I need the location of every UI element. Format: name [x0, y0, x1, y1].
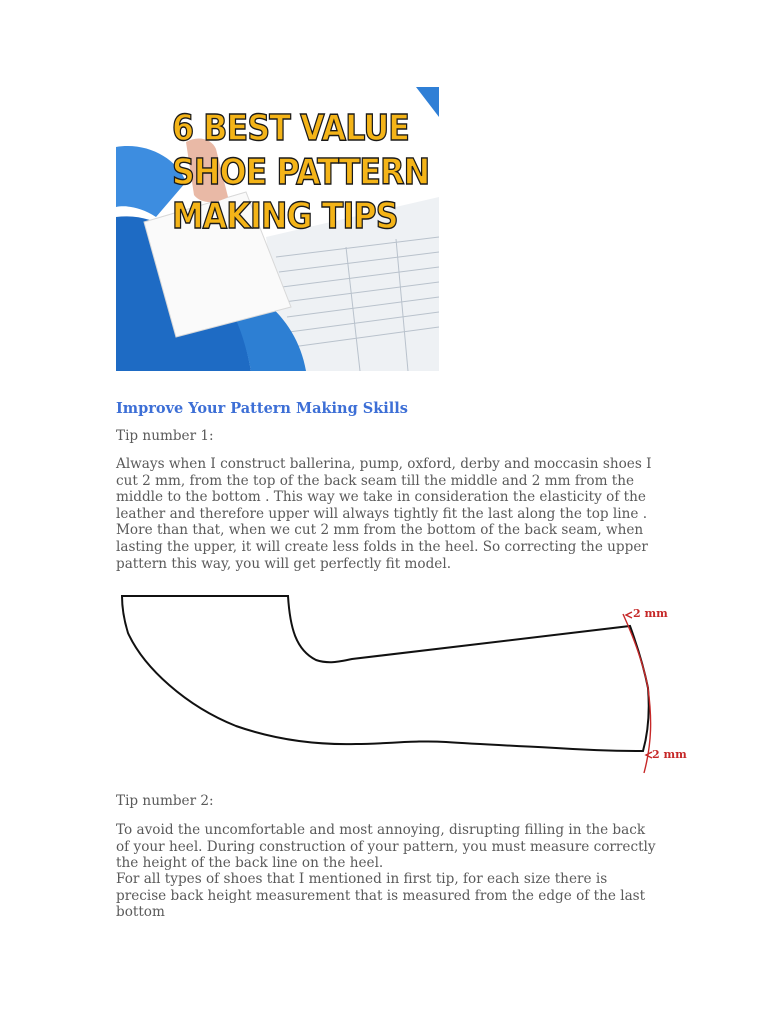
tip-2-text-b: For all types of shoes that I mentioned in first tip, for each size there is precise back height measurement that is measured from the edge of the last bottom	[116, 871, 646, 921]
tip-2-text-a: To avoid the uncomfortable and most annoying, disrupting filling in the back of your heel. During construction of your pattern, you must measure correctly the height of the back line on the heel.	[116, 822, 656, 872]
tip-1-label: Tip number 1:	[116, 428, 214, 444]
hero-title-line-2: SHOE PATTERN	[172, 152, 430, 193]
label-top-2mm: 2 mm	[633, 607, 668, 620]
tip-1-text: Always when I construct ballerina, pump, oxford, derby and moccasin shoes I cut 2 mm, from the top of the back seam till the middle and 2 mm from the middle to the bottom . This way we take in consideration the elasticity of the leather and therefore upper will always tightly fit the last along the top line . More than that, when we cut 2 mm from the bottom of the back seam, when lasting the upper, it will create less folds in the heel. So correcting the upper pattern this way, you will get perfectly fit model.	[116, 456, 652, 572]
correction-line	[623, 614, 651, 773]
hero-title-line-1: 6 BEST VALUE	[172, 108, 410, 149]
tip-2-label: Tip number 2:	[116, 793, 214, 809]
label-bottom-2mm: 2 mm	[652, 748, 687, 761]
hero-title-line-3: MAKING TIPS	[172, 196, 398, 237]
shoe-pattern-diagram	[116, 588, 696, 788]
arrow-top-icon	[626, 612, 632, 618]
article-heading: Improve Your Pattern Making Skills	[116, 400, 408, 417]
hero-title	[172, 107, 430, 239]
pattern-outline	[122, 596, 649, 751]
hero-image	[116, 87, 439, 371]
